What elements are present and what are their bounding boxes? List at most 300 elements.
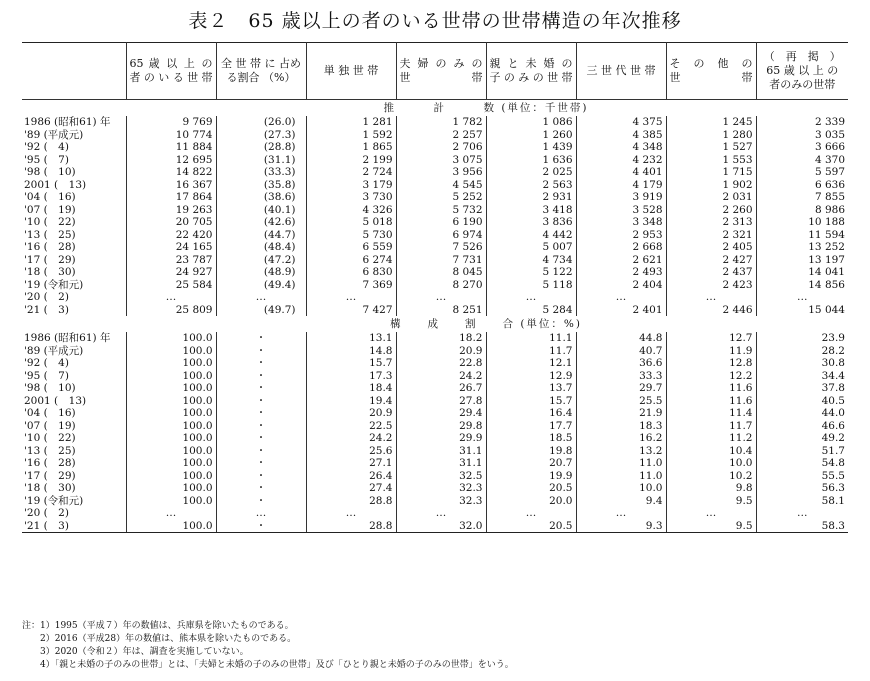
estimate-cell: 1 902 <box>666 179 756 192</box>
estimate-cell: 8 251 <box>396 304 486 317</box>
table-row <box>22 129 848 142</box>
estimate-cell: 2 321 <box>666 229 756 242</box>
estimate-cell: (47.2) <box>216 254 306 267</box>
estimate-cell: 22 420 <box>126 229 216 242</box>
table-row <box>22 179 848 192</box>
estimate-cell: … <box>756 291 848 304</box>
composition-cell: 10.0 <box>666 457 756 470</box>
estimate-cell: (48.4) <box>216 241 306 254</box>
estimate-cell: 16 367 <box>126 179 216 192</box>
estimate-cell: 7 427 <box>306 304 396 317</box>
composition-cell: 11.6 <box>666 395 756 408</box>
table-row <box>22 370 848 383</box>
composition-cell: ・ <box>216 345 306 358</box>
household-structure-table <box>22 42 848 533</box>
table-row <box>22 204 848 217</box>
year-label: '20 ( 2) <box>24 291 69 303</box>
estimate-cell: (49.7) <box>216 304 306 317</box>
year-label: '10 ( 22) <box>24 432 76 444</box>
table-row <box>22 229 848 242</box>
composition-cell: 32.0 <box>396 520 486 533</box>
composition-cell: 9.4 <box>576 495 666 508</box>
estimate-cell: 25 584 <box>126 279 216 292</box>
composition-cell: 18.3 <box>576 420 666 433</box>
estimate-cell: 2 724 <box>306 166 396 179</box>
composition-cell: 100.0 <box>126 395 216 408</box>
table-row <box>22 482 848 495</box>
estimate-cell: 3 035 <box>756 129 848 142</box>
composition-cell: ・ <box>216 420 306 433</box>
estimate-cell: 4 442 <box>486 229 576 242</box>
year-label: '17 ( 29) <box>24 469 76 482</box>
table-row <box>22 154 848 167</box>
table-row <box>22 507 848 520</box>
composition-cell: ・ <box>216 482 306 495</box>
composition-cell: 19.8 <box>486 445 576 458</box>
composition-cell: 9.8 <box>666 482 756 495</box>
year-label: 2001 ( 13) <box>24 178 87 191</box>
composition-cell: 26.7 <box>396 382 486 395</box>
composition-cell: 100.0 <box>126 445 216 458</box>
composition-cell: 100.0 <box>126 457 216 470</box>
estimate-cell: 24 927 <box>126 266 216 279</box>
header-share: 全 世 帯 に 占める割合 （%） <box>216 43 306 100</box>
composition-cell: 30.8 <box>756 357 848 370</box>
section-composition-unit: (単位：%) <box>520 318 582 330</box>
composition-cell: 28.8 <box>306 520 396 533</box>
estimate-cell: (28.8) <box>216 141 306 154</box>
composition-cell: 46.6 <box>756 420 848 433</box>
table-row <box>22 395 848 408</box>
composition-cell: 13.7 <box>486 382 576 395</box>
estimate-cell: 6 190 <box>396 216 486 229</box>
composition-cell: 11.7 <box>486 345 576 358</box>
composition-cell: 100.0 <box>126 432 216 445</box>
composition-cell: 11.2 <box>666 432 756 445</box>
estimate-cell: 2 404 <box>576 279 666 292</box>
estimate-cell: … <box>576 291 666 304</box>
estimate-cell: 1 245 <box>666 116 756 129</box>
composition-cell: 55.5 <box>756 470 848 483</box>
composition-cell: 24.2 <box>396 370 486 383</box>
composition-cell: … <box>306 507 396 520</box>
estimate-cell: 17 864 <box>126 191 216 204</box>
estimate-cell: (44.7) <box>216 229 306 242</box>
composition-cell: ・ <box>216 382 306 395</box>
composition-cell: 18.4 <box>306 382 396 395</box>
composition-cell: 12.7 <box>666 332 756 345</box>
estimate-cell: 8 270 <box>396 279 486 292</box>
composition-cell: 20.5 <box>486 520 576 533</box>
estimate-cell: 4 348 <box>576 141 666 154</box>
estimate-cell: 5 597 <box>756 166 848 179</box>
composition-cell: 20.5 <box>486 482 576 495</box>
estimate-cell: 3 956 <box>396 166 486 179</box>
estimate-cell: 10 188 <box>756 216 848 229</box>
estimate-cell: 15 044 <box>756 304 848 317</box>
year-label: 2001 ( 13) <box>24 394 87 407</box>
table-row <box>22 407 848 420</box>
estimate-cell: 20 705 <box>126 216 216 229</box>
composition-cell: ・ <box>216 370 306 383</box>
year-label: '89 (平成元) <box>24 128 84 141</box>
estimate-cell: … <box>216 291 306 304</box>
table-row <box>22 116 848 129</box>
composition-cell: 25.6 <box>306 445 396 458</box>
table-row <box>22 357 848 370</box>
estimate-cell: 7 369 <box>306 279 396 292</box>
estimate-cell: 2 706 <box>396 141 486 154</box>
table-row <box>22 266 848 279</box>
composition-cell: … <box>576 507 666 520</box>
estimate-cell: 4 734 <box>486 254 576 267</box>
composition-cell: 28.8 <box>306 495 396 508</box>
composition-cell: ・ <box>216 395 306 408</box>
composition-cell: 100.0 <box>126 357 216 370</box>
composition-cell: 51.7 <box>756 445 848 458</box>
composition-cell: 12.1 <box>486 357 576 370</box>
composition-cell: 11.1 <box>486 332 576 345</box>
estimate-cell: 5 007 <box>486 241 576 254</box>
note-1: 注：1）1995（平成７）年の数値は、兵庫県を除いたものである。 <box>22 621 294 631</box>
composition-cell: 40.5 <box>756 395 848 408</box>
composition-cell: 100.0 <box>126 482 216 495</box>
composition-cell: 27.1 <box>306 457 396 470</box>
composition-cell: 11.7 <box>666 420 756 433</box>
composition-cell: 11.0 <box>576 457 666 470</box>
year-label: '04 ( 16) <box>24 191 76 203</box>
note-4: 4）「親と未婚の子のみの世帯」とは、「夫婦と未婚の子のみの世帯」及び「ひとり親と未婚の子のみの世帯」をいう。 <box>22 660 514 670</box>
estimate-cell: 2 339 <box>756 116 848 129</box>
composition-cell: 58.3 <box>756 520 848 533</box>
header-parent-child: 親 と 未 婚 の 子のみの世帯 <box>486 43 576 100</box>
header-couple: 夫 婦 の み の 世 帯 <box>396 43 486 100</box>
year-label: '07 ( 19) <box>24 419 76 432</box>
composition-cell: 58.1 <box>756 495 848 508</box>
estimate-cell: 6 636 <box>756 179 848 192</box>
table-row <box>22 520 848 533</box>
header-row <box>22 43 848 100</box>
estimate-cell: 3 836 <box>486 216 576 229</box>
estimate-cell: 1 281 <box>306 116 396 129</box>
estimate-cell: 5 730 <box>306 229 396 242</box>
estimate-cell: … <box>396 291 486 304</box>
estimate-cell: 1 865 <box>306 141 396 154</box>
composition-cell: 10.0 <box>576 482 666 495</box>
composition-cell: 34.4 <box>756 370 848 383</box>
composition-cell: 49.2 <box>756 432 848 445</box>
year-label: '21 ( 3) <box>22 520 126 533</box>
table-row <box>22 304 848 317</box>
year-label: '95 ( 7) <box>24 153 69 166</box>
composition-cell: … <box>756 507 848 520</box>
composition-cell: 31.1 <box>396 457 486 470</box>
composition-cell: 13.2 <box>576 445 666 458</box>
estimate-cell: 2 953 <box>576 229 666 242</box>
year-label: '13 ( 25) <box>24 228 76 241</box>
table-row <box>22 495 848 508</box>
composition-cell: 10.2 <box>666 470 756 483</box>
composition-cell: 29.4 <box>396 407 486 420</box>
composition-cell: 9.5 <box>666 520 756 533</box>
estimate-cell: 11 884 <box>126 141 216 154</box>
estimate-cell: 1 715 <box>666 166 756 179</box>
estimate-cell: 14 822 <box>126 166 216 179</box>
year-label: 1986 (昭和61) 年 <box>24 116 111 128</box>
composition-cell: 100.0 <box>126 382 216 395</box>
header-year <box>22 43 126 100</box>
table-row <box>22 420 848 433</box>
composition-cell: 11.9 <box>666 345 756 358</box>
estimate-cell: 5 252 <box>396 191 486 204</box>
estimate-cell: 7 855 <box>756 191 848 204</box>
composition-cell: 26.4 <box>306 470 396 483</box>
header-elderly-only: （ 再 掲 ） 65 歳 以 上 の 者のみの世帯 <box>756 43 848 100</box>
composition-cell: 100.0 <box>126 345 216 358</box>
composition-cell: 15.7 <box>486 395 576 408</box>
composition-cell: 20.9 <box>306 407 396 420</box>
composition-cell: 40.7 <box>576 345 666 358</box>
estimate-cell: 4 370 <box>756 154 848 167</box>
composition-cell: 18.5 <box>486 432 576 445</box>
estimate-cell: 4 179 <box>576 179 666 192</box>
estimate-cell: … <box>486 291 576 304</box>
composition-cell: 15.7 <box>306 357 396 370</box>
composition-cell: 17.7 <box>486 420 576 433</box>
year-label: 1986 (昭和61) 年 <box>24 332 111 344</box>
composition-cell: 29.9 <box>396 432 486 445</box>
section-estimates-label: 推 計 数 <box>383 102 496 114</box>
estimate-cell: (38.6) <box>216 191 306 204</box>
year-label: '07 ( 19) <box>24 203 76 216</box>
header-three-generation: 三 世 代 世 帯 <box>576 43 666 100</box>
table-row <box>22 291 848 304</box>
estimate-cell: 13 252 <box>756 241 848 254</box>
estimate-cell: 3 666 <box>756 141 848 154</box>
estimate-cell: 4 385 <box>576 129 666 142</box>
estimate-cell: 3 730 <box>306 191 396 204</box>
estimate-cell: (40.1) <box>216 204 306 217</box>
table-row <box>22 382 848 395</box>
composition-cell: 100.0 <box>126 495 216 508</box>
composition-cell: 13.1 <box>306 332 396 345</box>
estimate-cell: … <box>666 291 756 304</box>
composition-cell: 100.0 <box>126 332 216 345</box>
composition-cell: 36.6 <box>576 357 666 370</box>
estimate-cell: (48.9) <box>216 266 306 279</box>
year-label: '19 (令和元) <box>24 278 84 291</box>
composition-cell: 17.3 <box>306 370 396 383</box>
composition-cell: ・ <box>216 407 306 420</box>
year-label: '16 ( 28) <box>24 457 76 469</box>
estimate-cell: 3 418 <box>486 204 576 217</box>
estimate-cell: 2 563 <box>486 179 576 192</box>
composition-cell: 27.8 <box>396 395 486 408</box>
estimate-cell: 5 118 <box>486 279 576 292</box>
estimate-cell: 1 782 <box>396 116 486 129</box>
year-label: '21 ( 3) <box>24 303 69 316</box>
composition-cell: 100.0 <box>126 407 216 420</box>
composition-cell: 12.8 <box>666 357 756 370</box>
estimate-cell: 1 527 <box>666 141 756 154</box>
composition-cell: 11.6 <box>666 382 756 395</box>
year-label: '18 ( 30) <box>24 266 76 278</box>
section-estimates <box>22 100 848 117</box>
section-estimates-unit: (単位：千世帯) <box>501 102 589 114</box>
estimate-cell: 2 423 <box>666 279 756 292</box>
table-row <box>22 432 848 445</box>
year-label: '16 ( 28) <box>24 241 76 253</box>
composition-cell: 9.3 <box>576 520 666 533</box>
composition-cell: 56.3 <box>756 482 848 495</box>
composition-cell: 37.8 <box>756 382 848 395</box>
estimate-cell: 7 731 <box>396 254 486 267</box>
estimate-cell: 4 326 <box>306 204 396 217</box>
estimate-cell: (35.8) <box>216 179 306 192</box>
table-row <box>22 332 848 345</box>
composition-cell: ・ <box>216 520 306 533</box>
estimate-cell: 14 856 <box>756 279 848 292</box>
composition-cell: 25.5 <box>576 395 666 408</box>
estimate-cell: 2 031 <box>666 191 756 204</box>
header-elderly-households: 65 歳 以 上 の 者のいる世帯 <box>126 43 216 100</box>
composition-cell: ・ <box>216 495 306 508</box>
estimate-cell: 2 257 <box>396 129 486 142</box>
estimate-cell: 13 197 <box>756 254 848 267</box>
table-row <box>22 191 848 204</box>
estimate-cell: 1 260 <box>486 129 576 142</box>
estimate-cell: 4 545 <box>396 179 486 192</box>
year-label: '17 ( 29) <box>24 253 76 266</box>
composition-cell: … <box>486 507 576 520</box>
estimate-cell: 1 439 <box>486 141 576 154</box>
composition-cell: 11.4 <box>666 407 756 420</box>
section-composition <box>22 316 848 332</box>
estimate-cell: 3 348 <box>576 216 666 229</box>
composition-cell: 16.2 <box>576 432 666 445</box>
estimate-cell: 5 122 <box>486 266 576 279</box>
composition-cell: ・ <box>216 357 306 370</box>
estimate-cell: 2 437 <box>666 266 756 279</box>
composition-cell: 33.3 <box>576 370 666 383</box>
table-row <box>22 345 848 358</box>
composition-cell: 44.0 <box>756 407 848 420</box>
composition-cell: 32.5 <box>396 470 486 483</box>
composition-cell: … <box>396 507 486 520</box>
estimate-cell: (33.3) <box>216 166 306 179</box>
table-row <box>22 279 848 292</box>
estimate-cell: 5 732 <box>396 204 486 217</box>
estimate-cell: 2 405 <box>666 241 756 254</box>
composition-cell: 100.0 <box>126 370 216 383</box>
composition-cell: … <box>126 507 216 520</box>
composition-cell: ・ <box>216 332 306 345</box>
table-row <box>22 241 848 254</box>
composition-cell: 19.9 <box>486 470 576 483</box>
estimate-cell: 2 025 <box>486 166 576 179</box>
estimate-cell: 11 594 <box>756 229 848 242</box>
composition-cell: 18.2 <box>396 332 486 345</box>
header-single: 単 独 世 帯 <box>306 43 396 100</box>
table-row <box>22 166 848 179</box>
composition-cell: ・ <box>216 457 306 470</box>
estimate-cell: 3 528 <box>576 204 666 217</box>
estimate-cell: 2 199 <box>306 154 396 167</box>
estimate-cell: 14 041 <box>756 266 848 279</box>
estimate-cell: 6 974 <box>396 229 486 242</box>
composition-cell: 29.8 <box>396 420 486 433</box>
year-label: '89 (平成元) <box>24 344 84 357</box>
composition-cell: 44.8 <box>576 332 666 345</box>
estimate-cell: 6 274 <box>306 254 396 267</box>
estimate-cell: 4 232 <box>576 154 666 167</box>
estimate-cell: 1 553 <box>666 154 756 167</box>
table-row <box>22 470 848 483</box>
estimate-cell: 3 075 <box>396 154 486 167</box>
year-label: '20 ( 2) <box>24 507 69 519</box>
section-composition-label: 構 成 割 合 <box>389 318 515 330</box>
estimate-cell: (49.4) <box>216 279 306 292</box>
estimate-cell: 1 636 <box>486 154 576 167</box>
estimate-cell: 5 018 <box>306 216 396 229</box>
estimate-cell: 25 809 <box>126 304 216 317</box>
estimate-cell: (31.1) <box>216 154 306 167</box>
estimate-cell: 1 280 <box>666 129 756 142</box>
composition-cell: 28.2 <box>756 345 848 358</box>
estimate-cell: 2 260 <box>666 204 756 217</box>
estimate-cell: 2 446 <box>666 304 756 317</box>
estimate-cell: … <box>126 291 216 304</box>
estimate-cell: 2 621 <box>576 254 666 267</box>
estimate-cell: 5 284 <box>486 304 576 317</box>
composition-cell: 20.9 <box>396 345 486 358</box>
estimate-cell: 2 313 <box>666 216 756 229</box>
composition-cell: ・ <box>216 432 306 445</box>
estimate-cell: 7 526 <box>396 241 486 254</box>
estimate-cell: 24 165 <box>126 241 216 254</box>
composition-cell: ・ <box>216 470 306 483</box>
composition-cell: 32.3 <box>396 495 486 508</box>
composition-cell: 21.9 <box>576 407 666 420</box>
year-label: '04 ( 16) <box>24 407 76 419</box>
year-label: '98 ( 10) <box>24 382 76 394</box>
estimate-cell: (26.0) <box>216 116 306 129</box>
estimate-cell: 10 774 <box>126 129 216 142</box>
composition-cell: 19.4 <box>306 395 396 408</box>
estimate-cell: (27.3) <box>216 129 306 142</box>
year-label: '95 ( 7) <box>24 369 69 382</box>
estimate-cell: 6 830 <box>306 266 396 279</box>
table-row <box>22 216 848 229</box>
table-title: 表２ 65 歳以上の者のいる世帯の世帯構造の年次推移 <box>188 10 682 32</box>
composition-cell: 10.4 <box>666 445 756 458</box>
notes <box>22 620 514 672</box>
table-row <box>22 254 848 267</box>
table-row <box>22 457 848 470</box>
estimate-cell: 9 769 <box>126 116 216 129</box>
year-label: '98 ( 10) <box>24 166 76 178</box>
estimate-cell: 4 401 <box>576 166 666 179</box>
composition-cell: 32.3 <box>396 482 486 495</box>
composition-cell: … <box>216 507 306 520</box>
composition-cell: ・ <box>216 445 306 458</box>
composition-cell: 14.8 <box>306 345 396 358</box>
composition-cell: 22.8 <box>396 357 486 370</box>
estimate-cell: 2 401 <box>576 304 666 317</box>
composition-cell: 24.2 <box>306 432 396 445</box>
estimate-cell: 12 695 <box>126 154 216 167</box>
estimate-cell: 19 263 <box>126 204 216 217</box>
